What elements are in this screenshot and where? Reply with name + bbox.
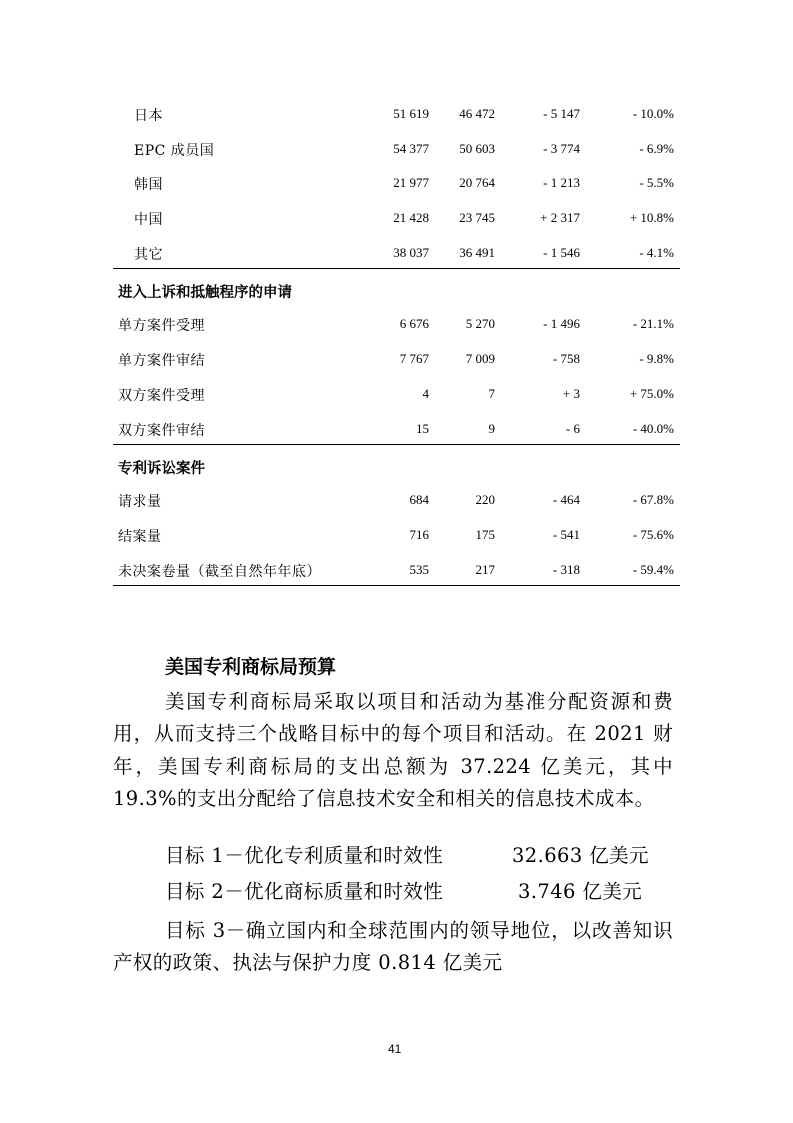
row-label: 单方案件受理 [118,318,205,335]
table-row [113,305,680,340]
cell-value-2: 7 009 [465,351,495,367]
cell-percent: + 10.8% [629,210,674,226]
table-row [113,340,680,375]
cell-percent: - 59.4% [632,561,674,577]
cell-change: - 1 546 [543,244,580,260]
row-label: 未决案卷量（截至自然年年底） [118,563,321,580]
cell-percent: - 21.1% [632,316,674,332]
cell-percent: - 9.8% [639,351,674,367]
cell-percent: + 75.0% [629,385,674,401]
row-label: 双方案件受理 [118,387,205,404]
cell-value-1: 4 [422,385,429,401]
table-row [113,551,680,586]
section-title-litigation [113,445,680,481]
table-row [113,375,680,410]
cell-value-2: 9 [488,420,495,436]
table-row [113,164,680,199]
cell-change: - 6 [565,420,580,436]
cell-value-2: 175 [475,526,495,542]
cell-change: - 5 147 [543,106,580,121]
row-label: 日本 [134,108,163,124]
cell-change: - 541 [552,526,580,542]
table-row [113,481,680,516]
cell-change: - 464 [552,492,580,508]
cell-value-1: 38 037 [393,244,429,260]
table-row [113,516,680,551]
goal-2-line [165,876,643,904]
cell-percent: - 40.0% [632,420,674,436]
table-row [113,199,680,234]
cell-value-2: 36 491 [459,244,495,260]
cell-value-2: 46 472 [459,106,495,121]
table-row [113,410,680,445]
cell-percent: - 6.9% [639,140,674,156]
cell-value-2: 23 745 [459,210,495,226]
goal-1-amount: 32.663 亿美元 [512,844,649,867]
cell-percent: - 5.5% [639,175,674,191]
row-label: 请求量 [118,494,162,511]
cell-value-2: 7 [488,385,495,401]
goal-2-label: 目标 2－优化商标质量和时效性 [165,880,444,903]
row-label: 单方案件审结 [118,353,205,370]
cell-value-2: 20 764 [459,175,495,191]
page-number: 41 [388,1042,402,1056]
cell-value-1: 21 428 [393,210,429,226]
row-label: 其它 [134,246,163,263]
cell-value-2: 50 603 [459,140,495,156]
cell-change: - 1 496 [543,316,580,332]
section-title-appeals [113,269,680,305]
budget-heading: 美国专利商标局预算 [165,656,337,678]
budget-paragraph: 美国专利商标局采取以项目和活动为基准分配资源和费用，从而支持三个战略目标中的每个项目和活动。在 2021 财年，美国专利商标局的支出总额为 37.224 亿美元，其中 19.3%的支出分配给了信息技术安全和相关的信息技术成本。 [113,690,673,811]
cell-value-1: 535 [409,561,429,577]
table-row [113,234,680,269]
cell-change: + 2 317 [540,210,580,226]
cell-change: - 3 774 [543,140,580,156]
cell-value-1: 7 767 [399,351,429,367]
goal-3-paragraph: 目标 3－确立国内和全球范围内的领导地位，以改善知识产权的政策、执法与保护力度 0.814 亿美元 [113,919,673,975]
cell-percent: - 10.0% [632,106,674,121]
statistics-table [113,95,680,586]
row-label: 中国 [134,212,163,229]
table-row [113,95,680,130]
cell-value-1: 51 619 [393,106,429,121]
cell-change: + 3 [562,385,580,401]
goal-1-label: 目标 1－优化专利质量和时效性 [165,844,444,867]
row-label: EPC 成员国 [134,142,215,159]
cell-value-1: 15 [416,420,429,436]
cell-value-1: 684 [409,492,429,508]
cell-value-2: 220 [475,492,495,508]
section-title-text: 进入上诉和抵触程序的申请 [118,285,292,302]
goal-1-line [165,840,649,868]
cell-value-1: 6 676 [399,316,429,332]
cell-percent: - 75.6% [632,526,674,542]
goal-2-amount: 3.746 亿美元 [518,880,643,903]
table-bottom-rule [113,585,680,586]
cell-value-1: 54 377 [393,140,429,156]
cell-value-2: 5 270 [465,316,495,332]
cell-percent: - 4.1% [639,244,674,260]
section-title-text: 专利诉讼案件 [118,461,205,478]
table-row [113,130,680,165]
cell-change: - 1 213 [543,175,580,191]
cell-value-2: 217 [475,561,495,577]
cell-change: - 318 [552,561,580,577]
cell-percent: - 67.8% [632,492,674,508]
cell-value-1: 716 [409,526,429,542]
row-label: 韩国 [134,177,163,194]
row-label: 双方案件审结 [118,422,205,439]
row-label: 结案量 [118,528,162,545]
cell-value-1: 21 977 [393,175,429,191]
cell-change: - 758 [552,351,580,367]
